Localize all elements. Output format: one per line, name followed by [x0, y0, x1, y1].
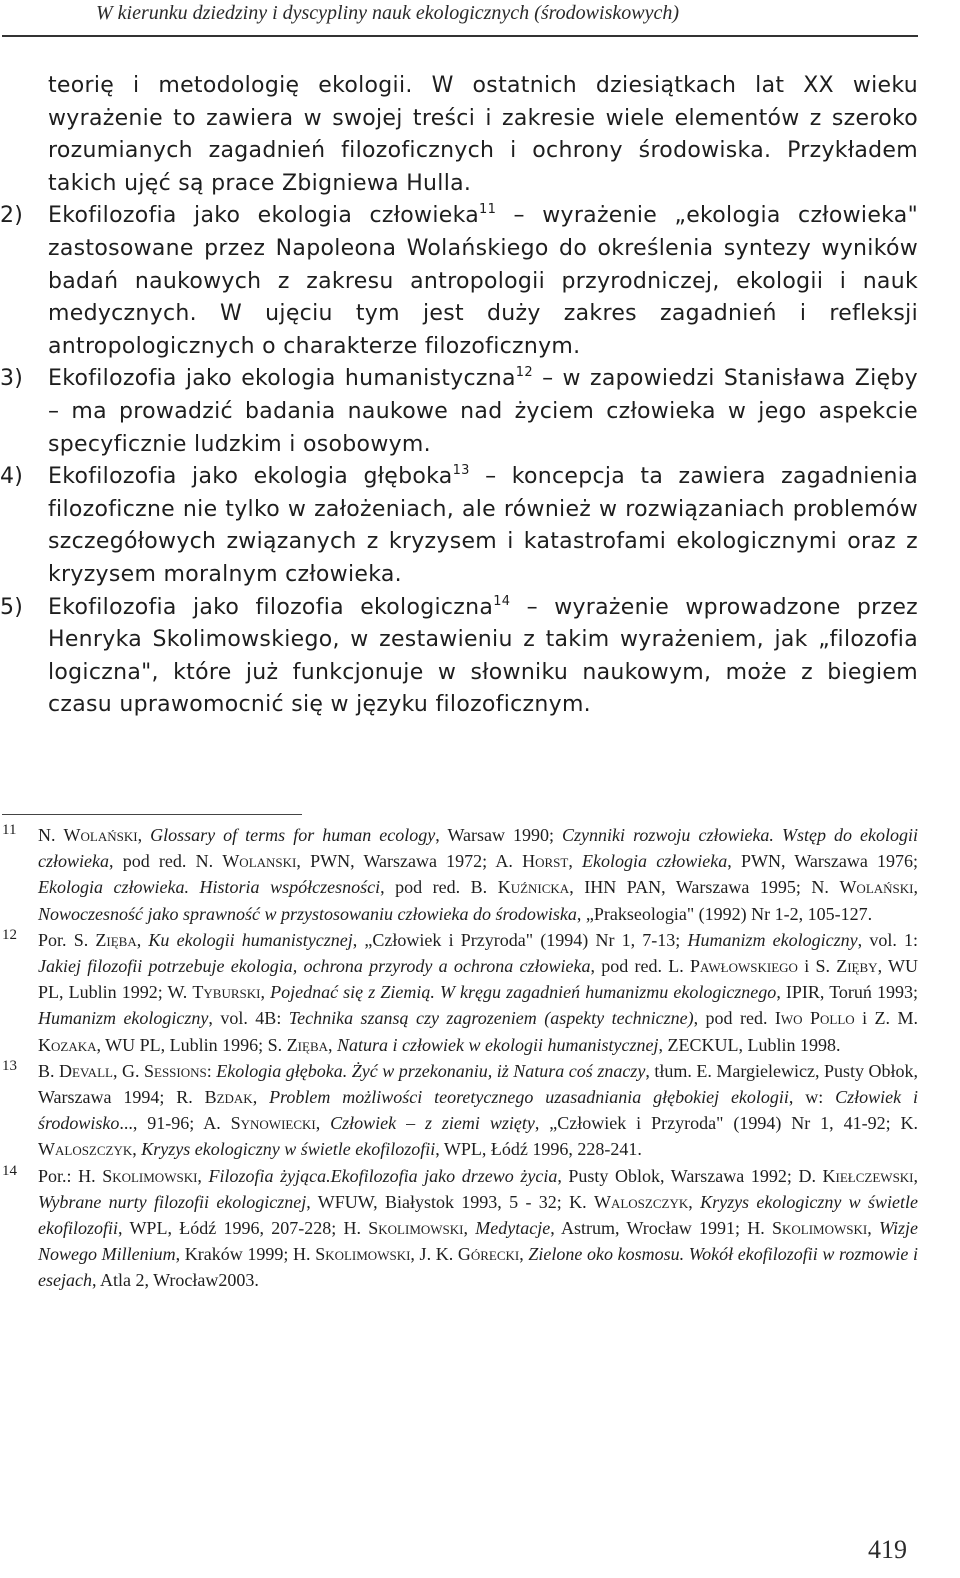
author-name: Horst: [522, 851, 569, 872]
footnote-text: [38, 1163, 918, 1294]
citation-text: ,: [913, 1165, 919, 1186]
author-name: Synowiecki: [230, 1113, 316, 1134]
citation-title: Filozofia żyjąca.Ekofilozofia jako drzewo życia: [208, 1165, 558, 1186]
citation-text: ,: [519, 1244, 529, 1265]
citation-text: , pod red. B.: [380, 877, 498, 898]
citation-title: Medytacje: [475, 1218, 551, 1239]
footnote-ref: 12: [515, 365, 533, 381]
header-rule: [2, 35, 918, 37]
citation-text: , Kraków 1999; H.: [175, 1244, 316, 1265]
citation-text: ,: [137, 825, 151, 845]
author-name: Tyburski: [192, 982, 261, 1003]
author-name: Skolimowski: [368, 1218, 464, 1239]
author-name: Skolimowski: [772, 1218, 868, 1239]
item-number: 5): [0, 594, 24, 620]
footnote-number: 14: [2, 1162, 17, 1179]
running-head: W kierunku dziedziny i dyscypliny nauk ekologicznych (środowiskowych): [96, 2, 679, 24]
citation-title: Technika szansą czy zagrozeniem (aspekty techniczne): [288, 1008, 694, 1029]
author-name: Górecki: [457, 1244, 520, 1265]
item-rest: – koncepcja ta zawiera zagadnienia filozoficzne nie tylko w założeniach, ale również w rozwiązaniach problemów szczegółowych związanych z kryzysem i katastrofami ekologicznymi oraz z kryzysem moralnym człowieka.: [48, 464, 918, 587]
citation-text: ,: [252, 1087, 270, 1108]
footnote: [2, 1057, 919, 1163]
footnote-number: 11: [2, 822, 17, 838]
author-name: Devall: [59, 1060, 113, 1081]
author-name: Zięba: [286, 1034, 329, 1055]
author-name: Wolański: [839, 877, 914, 898]
footnote: [2, 822, 919, 927]
list-item: [0, 200, 919, 363]
page-number: 419: [868, 1535, 907, 1564]
citation-text: , WPL, Łódź 1996, 207-228; H.: [118, 1218, 369, 1239]
body-text: [0, 70, 919, 722]
author-name: Waloszczyk: [38, 1139, 133, 1160]
citation-text: , IPIR, Toruń 1993;: [776, 982, 919, 1003]
citation-title: Kryzys ekologiczny w świetle ekofilozofii: [38, 1191, 919, 1239]
author-name: Wolanski: [222, 851, 297, 872]
author-name: Zięba: [95, 929, 137, 950]
citation-text: , pod red.: [693, 1008, 775, 1029]
citation-text: , Astrum, Wrocław 1991; H.: [550, 1218, 772, 1239]
footnote: [2, 1162, 919, 1294]
citation-text: :: [206, 1060, 217, 1081]
citation-text: , vol. 1:: [857, 929, 919, 950]
citation-title: Humanizm ekologiczny: [687, 929, 858, 950]
citation-text: , WFUW, Białystok 1993, 5 - 32; K.: [306, 1191, 594, 1212]
item-lead: Ekofilozofia jako filozofia ekologiczna: [48, 594, 494, 620]
item-text: [48, 200, 918, 363]
citation-title: Pojednać się z Ziemią. W kręgu zagadnień humanizmu ekologicznego: [270, 982, 777, 1003]
citation-title: Zielone oko kosmosu. Wokół ekofilozofii w rozmowie i esejach: [38, 1244, 918, 1291]
citation-text: , J. K.: [410, 1244, 458, 1265]
author-name: Wolański: [63, 825, 138, 845]
citation-title: Człowiek i środowisko: [38, 1087, 918, 1134]
citation-text: , PWN, Warszawa 1972; A.: [296, 851, 523, 872]
citation-title: Ekologia człowieka: [582, 851, 728, 872]
list-item: [0, 592, 919, 722]
citation-text: Por.: H.: [38, 1165, 103, 1186]
author-name: Skolimowski: [102, 1165, 198, 1186]
citation-text: Por. S.: [38, 929, 96, 950]
author-name: Bzdak: [204, 1087, 253, 1108]
item-number: 3): [0, 366, 24, 392]
citation-text: , WPL, Łódź 1996, 228-241.: [435, 1139, 642, 1160]
author-name: Zięby: [836, 956, 878, 977]
citation-title: Wybrane nurty filozofii ekologicznej: [38, 1191, 307, 1212]
citation-text: ,: [260, 982, 271, 1003]
citation-text: ,: [132, 1139, 142, 1160]
citation-text: , PWN, Warszawa 1976;: [727, 851, 919, 872]
citation-text: N.: [38, 825, 64, 845]
citation-text: B.: [38, 1060, 60, 1081]
item-text: [48, 363, 918, 461]
citation-text: ,: [328, 1034, 338, 1055]
citation-text: , WU PL, Lublin 1992; W.: [38, 956, 918, 1003]
citation-text: ,: [568, 851, 583, 872]
item-rest: – wyrażenie wprowadzone przez Henryka Skolimowskiego, w zestawieniu z takim wyrażeniem, jak „filozofia logiczna", które już funkcjonuje w słowniku naukowym, może z biegiem czasu uprawomocnić się w języku filozoficznym.: [48, 594, 919, 718]
author-name: Kiełczewski: [822, 1165, 914, 1186]
citation-text: , vol. 4B:: [208, 1008, 289, 1029]
footnote-ref: 13: [452, 463, 470, 479]
citation-text: , Atla 2, Wrocław2003.: [91, 1270, 259, 1291]
citation-text: , „Prakseologia" (1992) Nr 1-2, 105-127.: [576, 903, 873, 924]
citation-title: Ku ekologii humanistycznej: [148, 929, 353, 950]
citation-text: , Pusty Oblok, Warszawa 1992; D.: [557, 1165, 823, 1186]
citation-title: Człowiek – z ziemi wzięty: [330, 1113, 535, 1134]
citation-text: i Z. M.: [854, 1008, 919, 1029]
intro-paragraph: teorię i metodologię ekologii. W ostatnich dziesiątkach lat XX wieku wyrażenie to zawiera w swojej treści i zakresie wiele elementów z szeroko rozumianych zagadnień filozoficznych i ochrony środowiska. Przykładem takich ujęć są prace Zbigniewa Hulla.: [48, 73, 918, 196]
citation-title: Wizje Nowego Millenium: [38, 1218, 919, 1265]
citation-text: , ZECKUL, Lublin 1998.: [658, 1034, 841, 1055]
footnote-number: 13: [2, 1057, 17, 1074]
citation-text: , Warsaw 1990;: [435, 825, 563, 845]
citation-text: ..., 91-96; A.: [119, 1113, 231, 1134]
item-rest: – wyrażenie „ekologia człowieka" zastosowane przez Napoleona Wolańskiego do określenia syntezy wyników badań naukowych z zakresu antropologii przyrodniczej, ekologii i nauk medycznych. W ujęciu tym jest duży zakres zagadnień i refleksji antropologicznych o charakterze filozoficznym.: [48, 203, 919, 359]
item-number: 4): [0, 464, 24, 490]
citation-text: , pod red. L.: [590, 956, 691, 977]
citation-text: ,: [867, 1218, 880, 1239]
list-item: [0, 363, 919, 461]
citation-text: ,: [688, 1191, 701, 1212]
author-name: Waloszczyk: [593, 1191, 689, 1212]
citation-text: , „Człowiek i Przyroda" (1994) Nr 1, 41-92; K.: [534, 1113, 918, 1134]
citation-title: Humanizm ekologiczny: [38, 1008, 209, 1029]
item-text: [48, 592, 918, 722]
footnote-number: 12: [2, 926, 17, 943]
item-text: [48, 461, 918, 591]
footnote-separator: [2, 814, 302, 815]
citation-title: Czynniki rozwoju człowieka. Wstęp do ekologii człowieka: [38, 825, 918, 872]
citation-text: ,: [197, 1165, 209, 1186]
item-lead: Ekofilozofia jako ekologia głęboka: [48, 464, 453, 490]
item-rest: – w zapowiedzi Stanisława Zięby – ma prowadzić badania naukowe nad życiem człowieka w jego aspekcie specyficznie ludzkim i osobowym.: [48, 366, 919, 457]
footnotes: [2, 822, 919, 1294]
citation-text: ,: [136, 929, 149, 950]
list-item: [0, 461, 918, 591]
citation-text: , w:: [788, 1087, 836, 1108]
citation-text: i S.: [797, 956, 837, 977]
citation-title: Kryzys ekologiczny w świetle ekofilozofii: [141, 1139, 436, 1160]
author-name: Pawłowskiego: [690, 956, 798, 977]
citation-title: Ekologia człowieka. Historia współczesności: [38, 877, 381, 898]
item-lead: Ekofilozofia jako ekologia człowieka: [48, 203, 480, 229]
footnote-text: [38, 1058, 918, 1163]
author-name: Skolimowski: [315, 1244, 411, 1265]
footnote: [2, 926, 919, 1058]
citation-title: Ekologia głęboka. Żyć w przekonaniu, iż Natura coś znaczy: [216, 1060, 646, 1081]
citation-title: Glossary of terms for human ecology: [150, 825, 436, 845]
citation-text: ,: [315, 1113, 331, 1134]
footnote-ref: 14: [493, 593, 511, 609]
citation-text: , IHN PAN, Warszawa 1995; N.: [569, 877, 840, 898]
citation-text: , „Człowiek i Przyroda" (1994) Nr 1, 7-13;: [352, 929, 688, 950]
author-name: Kozaka: [38, 1034, 97, 1055]
citation-text: , WU PL, Lublin 1996; S.: [96, 1034, 287, 1055]
citation-text: ,: [463, 1218, 476, 1239]
citation-text: , pod red. N.: [108, 851, 223, 872]
author-name: Kuźnicka: [497, 877, 570, 898]
footnote-text: [38, 822, 918, 927]
citation-text: , G.: [112, 1060, 144, 1081]
item-number: 2): [0, 203, 24, 229]
item-lead: Ekofilozofia jako ekologia humanistyczna: [48, 366, 516, 392]
citation-title: Natura i człowiek w ekologii humanistycznej: [337, 1034, 659, 1055]
citation-text: , tłum. E. Margielewicz, Pusty Obłok, Warszawa 1994; R.: [38, 1060, 919, 1108]
footnote-ref: 11: [479, 202, 497, 218]
footnote-text: [38, 927, 918, 1058]
author-name: Iwo Pollo: [774, 1008, 855, 1029]
citation-text: ,: [913, 877, 918, 898]
citation-title: Jakiej filozofii potrzebuje ekologia, ochrona przyrody a ochrona człowieka: [38, 956, 591, 977]
citation-title: Nowoczesność jako sprawność w przystosowaniu człowieka do środowiska: [38, 903, 577, 924]
citation-title: Problem możliwości teoretycznego uzasadniania głębokiej ekologii: [269, 1087, 789, 1108]
author-name: Sessions: [144, 1060, 207, 1081]
